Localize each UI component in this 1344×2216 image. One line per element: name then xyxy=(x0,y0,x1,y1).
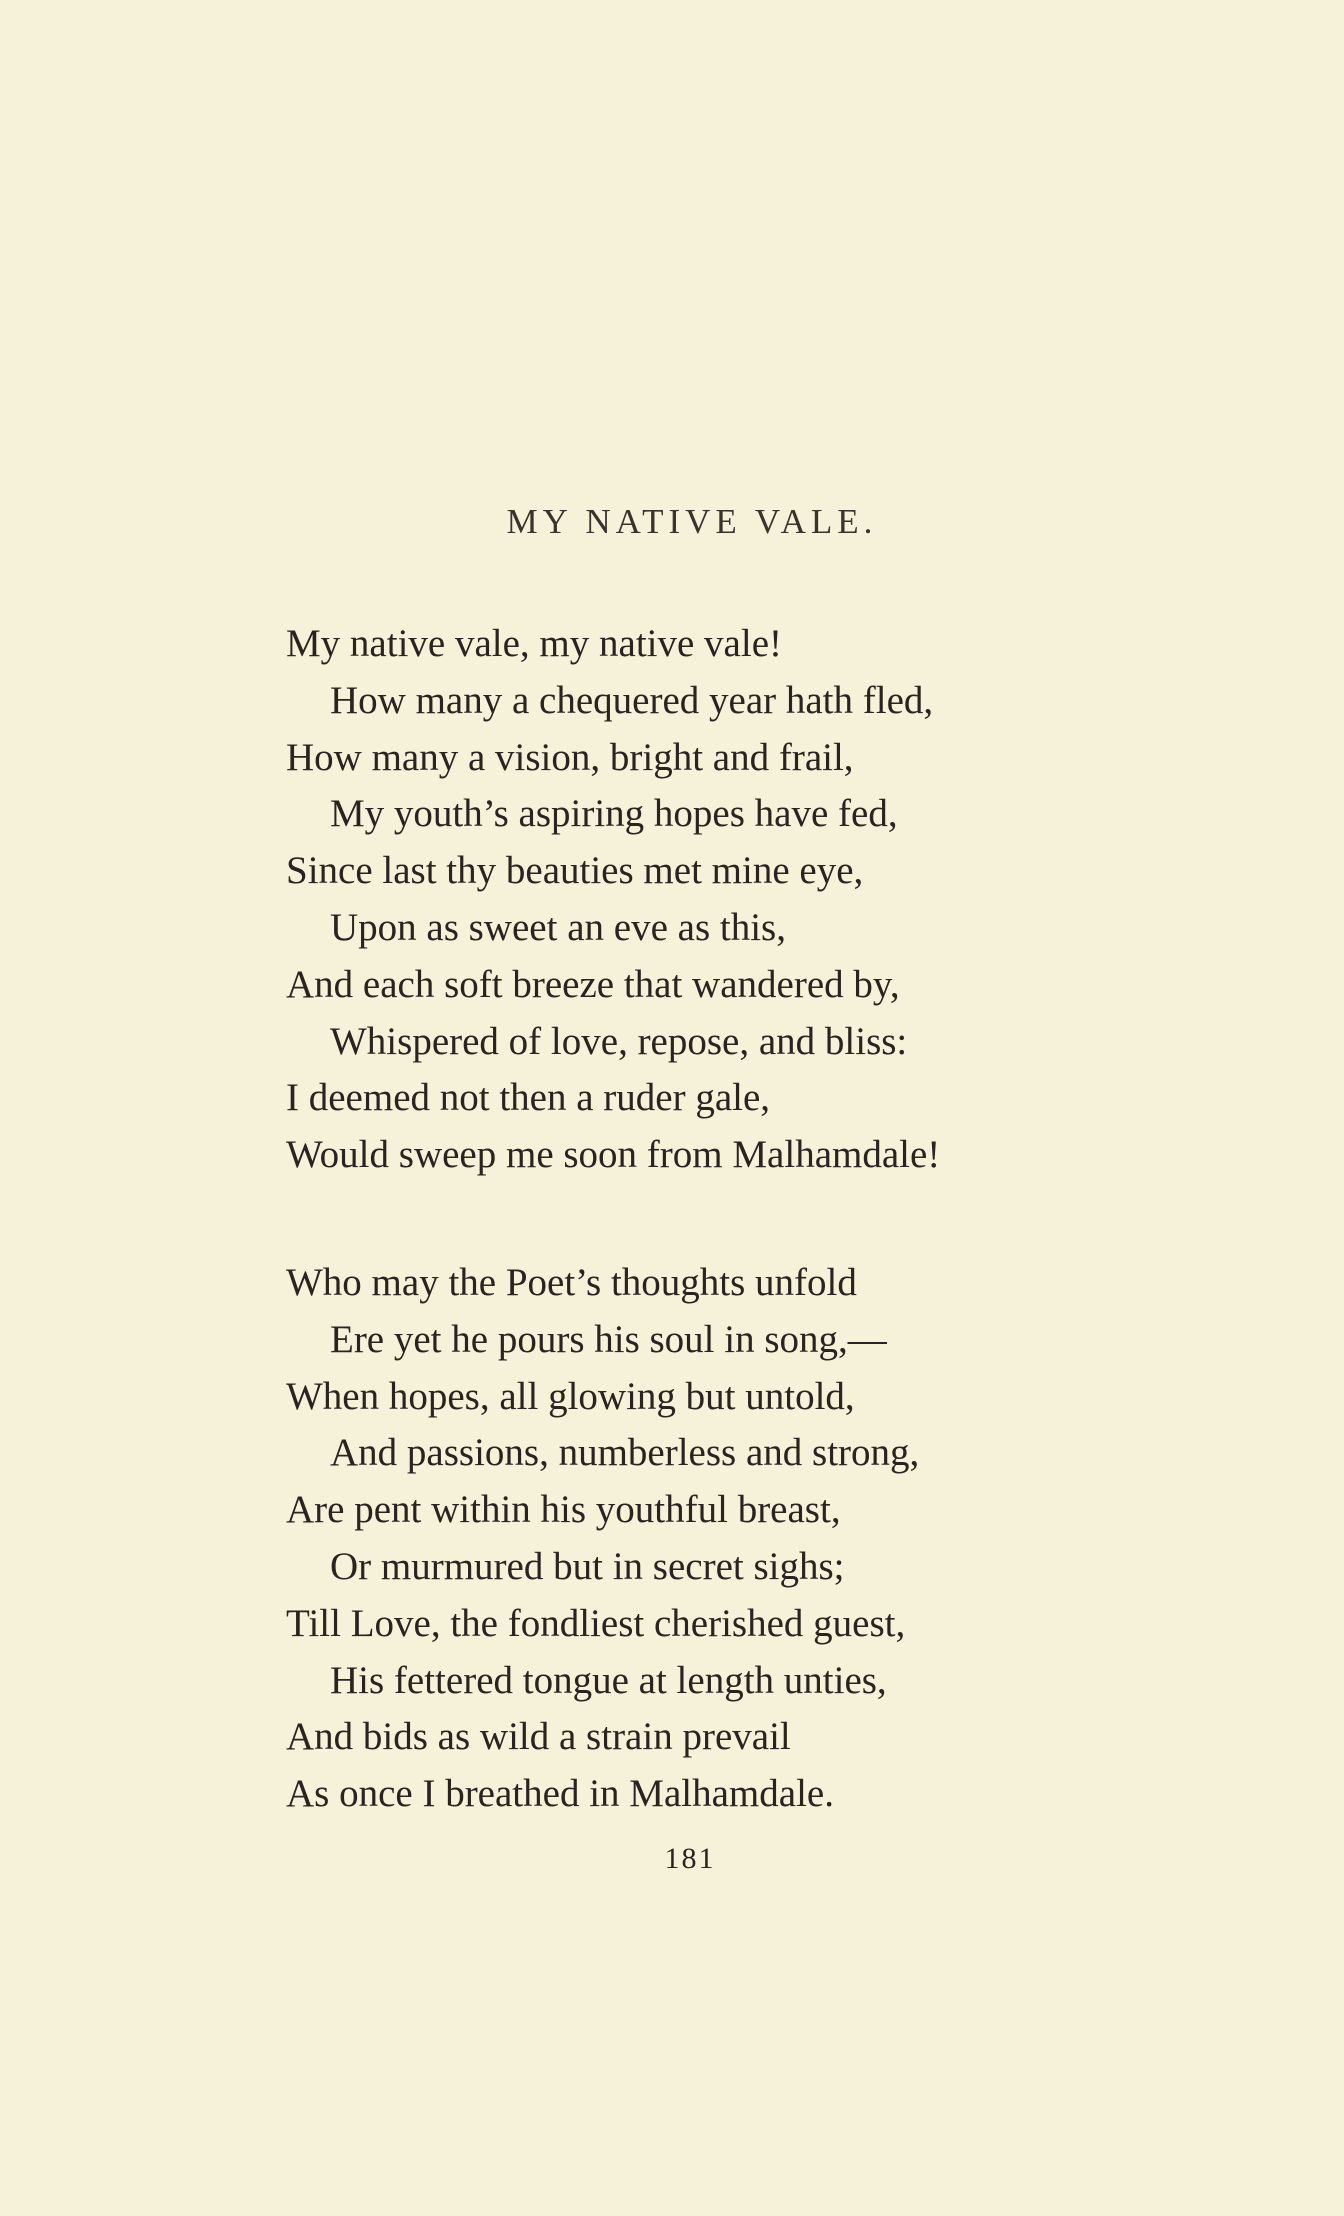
poem-line: His fettered tongue at length unties, xyxy=(330,1658,887,1702)
poem-line: Upon as sweet an eve as this, xyxy=(330,905,786,949)
poem-line: How many a vision, bright and frail, xyxy=(286,735,854,779)
poem-line: Ere yet he pours his soul in song,— xyxy=(330,1317,887,1361)
poem-line: How many a chequered year hath fled, xyxy=(330,678,934,722)
poem-line: My native vale, my native vale! xyxy=(286,622,782,665)
poem-line: Would sweep me soon from Malhamdale! xyxy=(286,1133,941,1177)
poem-line: And passions, numberless and strong, xyxy=(330,1431,920,1475)
poem-line: Since last thy beauties met mine eye, xyxy=(286,849,864,893)
poem-line: Who may the Poet’s thoughts unfold xyxy=(286,1261,857,1304)
poem-line: Whispered of love, repose, and bliss: xyxy=(330,1019,908,1063)
poem-line: As once I breathed in Malhamdale. xyxy=(286,1772,834,1816)
page-number: 181 xyxy=(664,1842,716,1875)
poem-title: MY NATIVE VALE. xyxy=(506,502,878,541)
poem-line: And bids as wild a strain prevail xyxy=(286,1715,791,1759)
poem-line: And each soft breeze that wandered by, xyxy=(286,962,900,1006)
stanza-2 xyxy=(286,1255,1186,1823)
poem-line: Are pent within his youthful breast, xyxy=(286,1488,841,1532)
poem-line: I deemed not then a ruder gale, xyxy=(286,1076,771,1120)
poem-line: When hopes, all glowing but untold, xyxy=(286,1374,855,1418)
poem-line: My youth’s aspiring hopes have fed, xyxy=(330,792,898,836)
poem-line: Till Love, the fondliest cherished guest, xyxy=(286,1601,906,1645)
stanza-1 xyxy=(286,616,1186,1184)
poem-line: Or murmured but in secret sighs; xyxy=(330,1544,845,1588)
